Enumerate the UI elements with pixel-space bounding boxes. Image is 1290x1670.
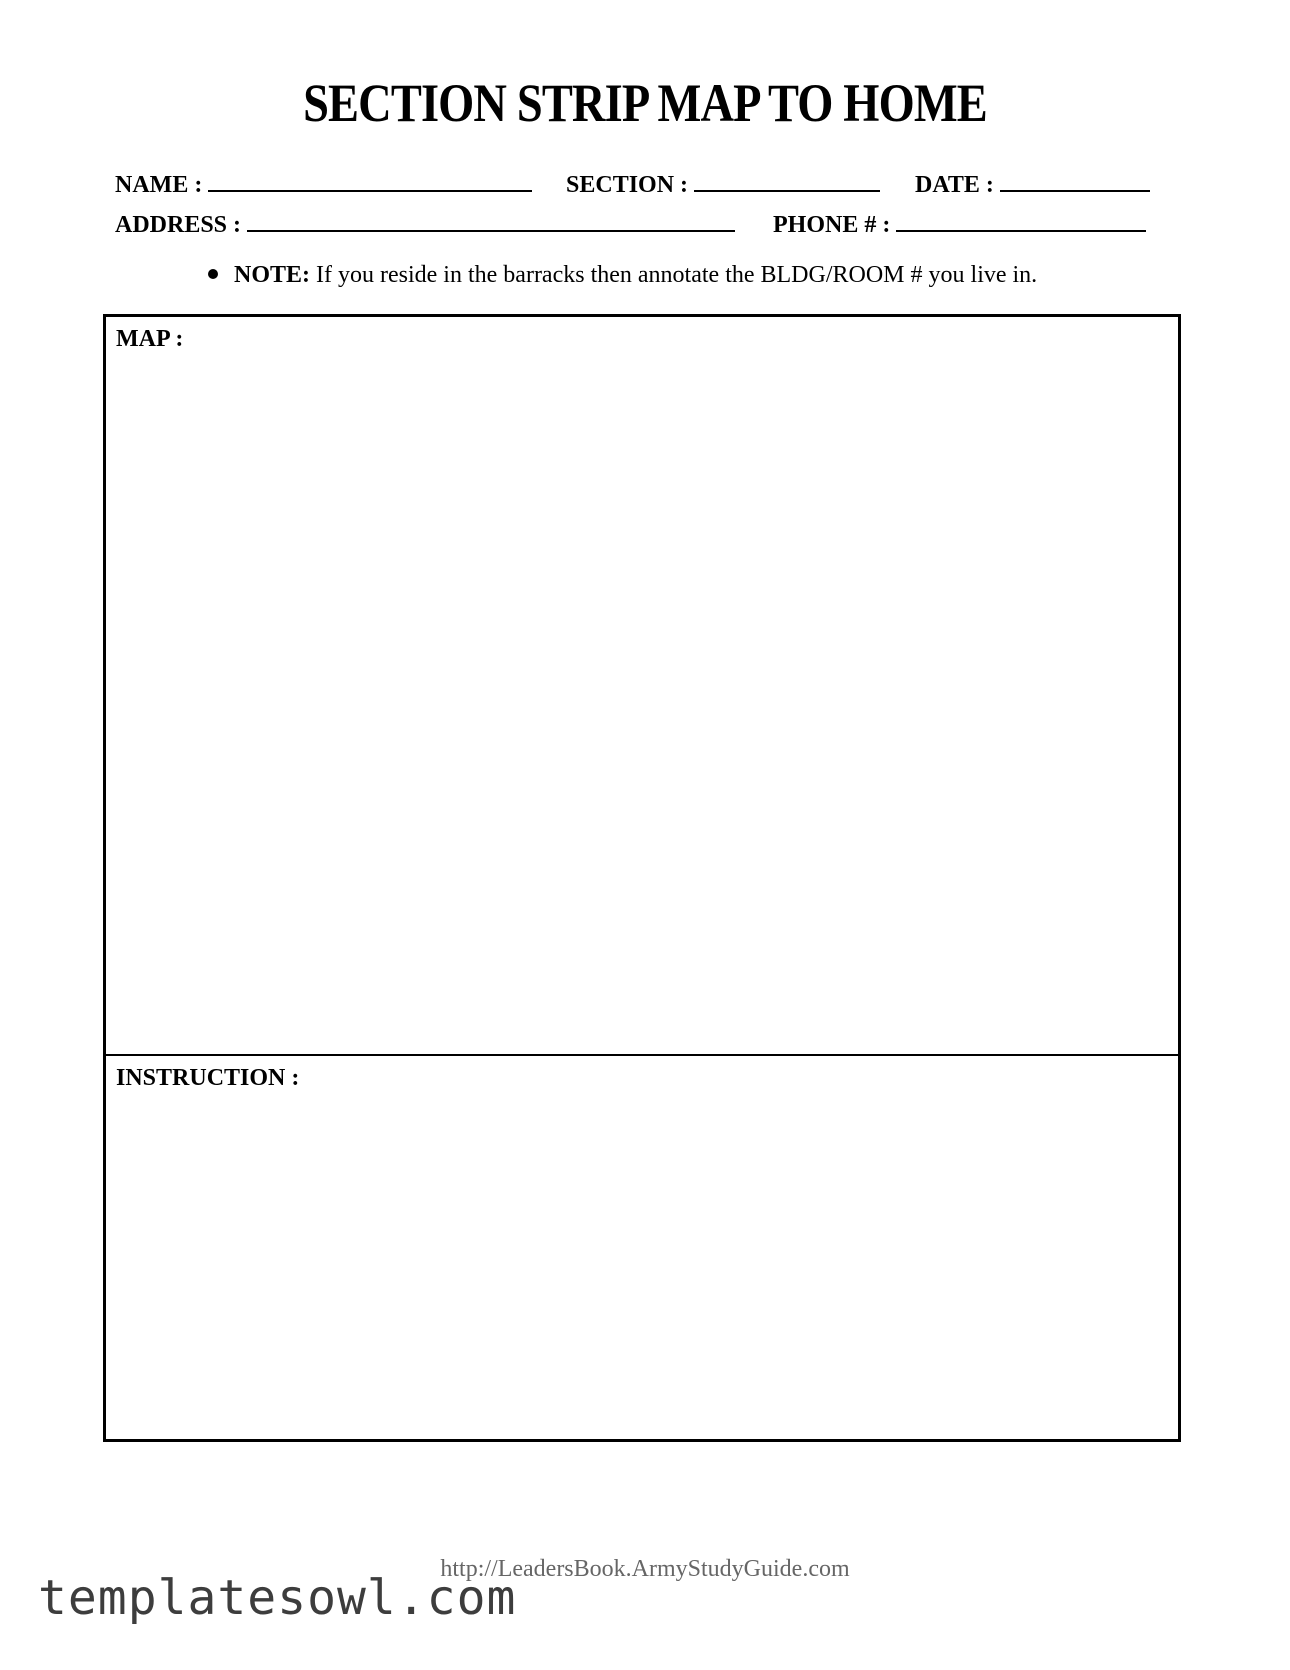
footer-url: http://LeadersBook.ArmyStudyGuide.com	[440, 1556, 850, 1582]
phone-label: PHONE # :	[773, 212, 891, 238]
name-field	[115, 170, 532, 199]
phone-field	[773, 210, 1146, 239]
note-lead: NOTE:	[234, 262, 311, 288]
watermark: templatesowl.com	[38, 1570, 517, 1626]
name-input[interactable]	[208, 170, 532, 192]
note-text: If you reside in the barracks then annotate the BLDG/ROOM # you live in.	[310, 262, 1038, 288]
page-title: SECTION STRIP MAP TO HOME	[303, 73, 987, 133]
date-label: DATE :	[915, 172, 994, 198]
instruction-label: INSTRUCTION :	[116, 1065, 300, 1091]
instruction-area[interactable]	[106, 1056, 1178, 1439]
phone-input[interactable]	[896, 210, 1146, 232]
map-area[interactable]	[106, 317, 1178, 1056]
map-label: MAP :	[116, 326, 184, 352]
note	[208, 262, 1037, 289]
date-input[interactable]	[1000, 170, 1150, 192]
name-label: NAME :	[115, 172, 203, 198]
date-field	[915, 170, 1150, 199]
section-label: SECTION :	[566, 172, 689, 198]
address-input[interactable]	[247, 210, 735, 232]
section-input[interactable]	[694, 170, 880, 192]
section-field	[566, 170, 880, 199]
address-label: ADDRESS :	[115, 212, 242, 238]
address-field	[115, 210, 735, 239]
form-box	[103, 314, 1181, 1442]
bullet-icon	[208, 269, 218, 279]
